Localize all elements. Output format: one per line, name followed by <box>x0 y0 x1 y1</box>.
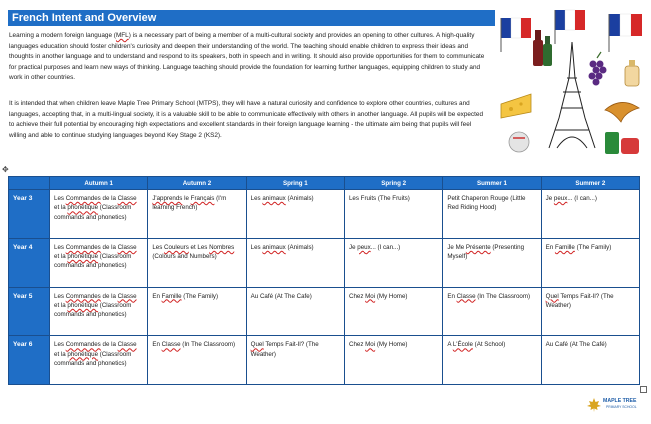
topic-cell <box>246 190 344 239</box>
spellcheck-word: phonétique <box>67 301 99 309</box>
text-run: ) is a necessary part of being a member of a multi-cultural society and provides an opening to other cultures. A high-quality languages education should foster children's curiosity and deepen their understanding of the world. The teaching should enable children to express their ideas and thoughts in another language and to understand and respond to its speakers, both in speech and in writing. It should also provide opportunities for them to communicate for practical purposes and learn new ways of thinking. Language teaching should provide the foundation for learning further languages, equipping children to study and work in other countries. <box>9 32 485 82</box>
table-row <box>9 336 640 385</box>
spellcheck-word: animaux <box>262 243 286 251</box>
spellcheck-word: L'École <box>452 341 473 349</box>
header-cell: Spring 1 <box>246 177 344 190</box>
header-cell: Autumn 2 <box>148 177 246 190</box>
topic-cell <box>541 238 639 287</box>
grapes-icon <box>589 52 607 86</box>
text-run: Les <box>54 243 66 251</box>
text-run: (Classroom commands and phonetics) <box>54 253 132 270</box>
topic-cell <box>50 238 148 287</box>
spellcheck-word: Présente <box>465 243 491 251</box>
spellcheck-word: Classe <box>117 195 137 202</box>
text-run: Chez <box>348 341 366 349</box>
spellcheck-word: Quel <box>250 341 264 349</box>
text-run: de la <box>100 292 118 300</box>
spellcheck-word: Commandes <box>65 195 101 202</box>
spellcheck-word: animaux <box>262 195 286 202</box>
spellcheck-word: Quel <box>545 292 559 300</box>
eiffel-tower-icon <box>549 42 595 148</box>
spellcheck-word: Moi <box>365 292 376 300</box>
text-run: (At School) <box>472 341 506 349</box>
french-flag-icon <box>501 18 531 52</box>
text-run: (In The Classroom) <box>180 341 236 349</box>
text-run: (In The Classroom) <box>475 292 531 300</box>
spellcheck-word: Commandes <box>65 243 101 251</box>
french-flag-icon <box>555 10 585 44</box>
topic-cell <box>246 336 344 385</box>
topic-cell <box>50 336 148 385</box>
text-run: Je Me <box>447 243 466 251</box>
year-cell: Year 4 <box>9 238 50 287</box>
spellcheck-word: Classe <box>117 341 137 349</box>
text-run: Temps Fait-Il? (The Weather) <box>250 341 319 358</box>
table-resize-handle[interactable] <box>640 386 647 393</box>
text-run: En <box>152 341 162 349</box>
spellcheck-word: peux <box>357 243 371 251</box>
text-run: Chez <box>348 292 366 300</box>
school-logo <box>585 395 645 415</box>
header-cell: Autumn 1 <box>50 177 148 190</box>
cheese-icon <box>501 94 531 118</box>
text-run: Les <box>152 243 165 251</box>
text-run: et Les <box>188 243 210 251</box>
year-cell: Year 6 <box>9 336 50 385</box>
logo-line-1: MAPLE TREE <box>603 398 637 404</box>
text-run: A <box>447 341 453 349</box>
spellcheck-word: phonétique <box>67 253 99 261</box>
text-run: (Colours and Numbers) <box>152 253 217 261</box>
logo-line-2: PRIMARY SCHOOL <box>606 405 637 409</box>
spellcheck-word: Famille <box>161 292 182 300</box>
spellcheck-word: phonétique <box>67 350 99 358</box>
text-run: Je <box>545 195 554 202</box>
text-run: Temps Fait-Il? (The Weather) <box>545 292 614 309</box>
text-run: (I'm learning French) <box>152 195 227 212</box>
text-run: Petit Chaperon Rouge (Little Red Riding Hood) <box>447 195 526 212</box>
text-run: (Presenting Myself) <box>447 243 525 261</box>
text-run: Les Fruits (The Fruits) <box>348 195 410 202</box>
year-cell: Year 5 <box>9 287 50 336</box>
intro-paragraph-2: It is intended that when children leave Maple Tree Primary School (MTPS), they will have a natural curiosity and confidence to explore other countries, cultures and languages, accepting that, in a multi-lingual society, it is a valuable skill to be able to communicate effectively with others in another language. All pupils will be expected to achieve their full potential by encouraging high expectations and excellent standards in their foreign language learning - the ultimate aim being that pupils will feel willing and able to continue studying languages beyond Key Stage 2 (KS2). <box>9 100 484 139</box>
text-run: Les <box>250 243 263 251</box>
text-run: Les <box>54 195 66 202</box>
header-cell <box>9 177 50 190</box>
text-run: ... (I can...) <box>370 243 401 251</box>
curriculum-table <box>8 176 640 385</box>
text-run: Learning a modern foreign language ( <box>9 32 116 39</box>
header-cell: Spring 2 <box>344 177 442 190</box>
text-run: Les <box>54 292 66 300</box>
spellcheck-word: Commandes <box>65 341 101 349</box>
topic-cell <box>148 238 246 287</box>
spellcheck-word: Commandes <box>65 292 101 300</box>
text-run: de la <box>100 341 118 349</box>
page-title: French Intent and Overview <box>8 10 495 26</box>
text-run: (Classroom commands and phonetics) <box>54 301 132 319</box>
text-run: ... (I can...) <box>567 195 597 202</box>
text-run: (Classroom commands and phonetics) <box>54 204 132 221</box>
wine-bottle-icon <box>533 30 552 66</box>
text-run: Je <box>348 243 358 251</box>
text-run: (Classroom commands and phonetics) <box>54 350 132 367</box>
topic-cell <box>541 190 639 239</box>
topic-cell <box>50 287 148 336</box>
table-row <box>9 238 640 287</box>
topic-cell <box>344 336 442 385</box>
move-handle-icon[interactable]: ✥ <box>2 165 9 174</box>
topic-cell <box>443 190 541 239</box>
text-run: Les <box>54 341 66 349</box>
spellcheck-word: Classe <box>117 292 137 300</box>
spellcheck-word: MFL <box>115 32 129 39</box>
text-run: le <box>182 195 191 202</box>
topic-cell <box>246 287 344 336</box>
spellcheck-word: peux <box>553 195 568 202</box>
text-run: et la <box>54 253 68 261</box>
maple-leaf-icon <box>586 397 602 413</box>
text-run: de la <box>100 243 118 251</box>
text-run: et la <box>54 350 68 358</box>
header-cell: Summer 1 <box>443 177 541 190</box>
topic-cell <box>443 287 541 336</box>
text-run: (My Home) <box>375 341 408 349</box>
table-row <box>9 190 640 239</box>
topic-cell <box>443 238 541 287</box>
topic-cell <box>443 336 541 385</box>
topic-cell <box>344 238 442 287</box>
spellcheck-word: Nombres <box>209 243 235 251</box>
topic-cell <box>148 190 246 239</box>
text-run: En <box>447 292 457 300</box>
spellcheck-word: Classe <box>117 243 137 251</box>
french-flag-icon <box>609 14 642 52</box>
french-illustration <box>497 8 647 158</box>
spellcheck-word: Couleurs <box>164 243 189 251</box>
text-run: En <box>152 292 162 300</box>
topic-cell <box>246 238 344 287</box>
text-run: (The Family) <box>181 292 219 300</box>
spellcheck-word: Français <box>190 195 215 202</box>
spellcheck-word: Classe <box>161 341 181 349</box>
text-run: (My Home) <box>375 292 408 300</box>
perfume-icon <box>625 60 639 86</box>
topic-cell <box>148 336 246 385</box>
spellcheck-word: Moi <box>365 341 376 349</box>
year-cell: Year 3 <box>9 190 50 239</box>
topic-cell <box>148 287 246 336</box>
text-run: En <box>545 243 555 251</box>
text-run: et la <box>54 204 68 212</box>
spellcheck-word: J'apprends <box>152 195 183 202</box>
text-run: (Animals) <box>285 195 314 202</box>
text-run: (Animals) <box>285 243 314 251</box>
topic-cell <box>344 190 442 239</box>
croissant-icon <box>605 102 639 122</box>
spellcheck-word: Famille <box>554 243 575 251</box>
table-row <box>9 287 640 336</box>
text-run: et la <box>54 301 68 309</box>
spellcheck-word: phonétique <box>67 204 99 212</box>
text-run: Au Café (At The Cafe) <box>250 292 312 300</box>
spellcheck-word: Classe <box>456 292 476 300</box>
text-run: de la <box>100 195 118 202</box>
text-run: Les <box>250 195 263 202</box>
topic-cell <box>541 336 639 385</box>
header-cell: Summer 2 <box>541 177 639 190</box>
table-header-row <box>9 177 640 190</box>
text-run: Au Café (At The Café) <box>545 341 607 349</box>
text-run: (The Family) <box>574 243 612 251</box>
topic-cell <box>50 190 148 239</box>
topic-cell <box>344 287 442 336</box>
intro-paragraph-1 <box>9 31 487 84</box>
topic-cell <box>541 287 639 336</box>
